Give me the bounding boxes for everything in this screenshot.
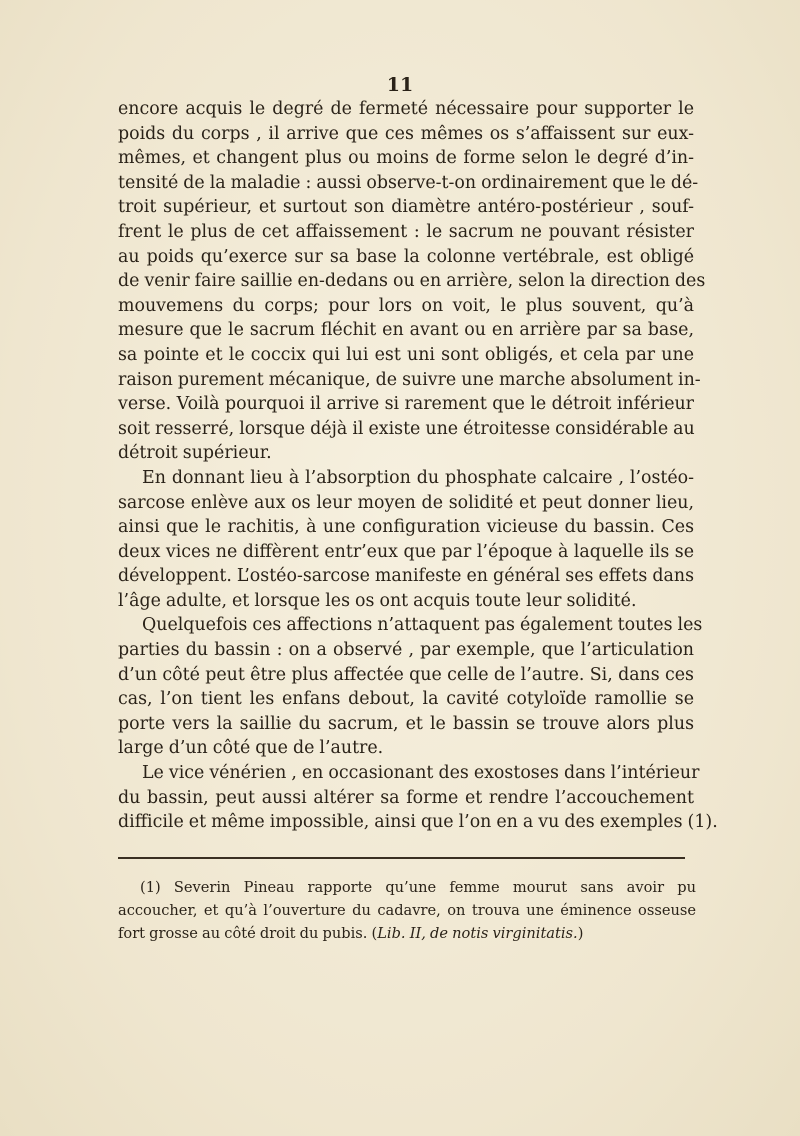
text-line: au poids qu’exerce sur sa base la colonne vertébrale, est obligé [118, 246, 694, 267]
text-line: du bassin, peut aussi altérer sa forme et rendre l’accouchement [118, 787, 694, 808]
text-line: Le vice vénérien , en occasionant des exostoses dans l’intérieur [142, 763, 700, 784]
footnote-line [118, 922, 696, 945]
text-line: raison purement mécanique, de suivre une marche absolument in- [118, 369, 701, 390]
footnote-close: ) [577, 925, 584, 942]
text-line: détroit supérieur. [118, 443, 272, 464]
text-line: deux vices ne diffèrent entr’eux que par l’époque à laquelle ils se [118, 541, 694, 562]
text-line: sarcose enlève aux os leur moyen de solidité et peut donner lieu, [118, 492, 694, 513]
footnote-line: accoucher, et qu’à l’ouverture du cadavre, on trouva une éminence osseuse [118, 902, 696, 919]
text-line: En donnant lieu à l’absorption du phosphate calcaire , l’ostéo- [142, 467, 694, 488]
text-line: cas, l’on tient les enfans debout, la cavité cotyloïde ramollie se [118, 689, 694, 710]
footnote-line: (1) Severin Pineau rapporte qu’une femme mourut sans avoir pu [140, 879, 696, 896]
text-line: mesure que le sacrum fléchit en avant ou en arrière par sa base, [118, 320, 694, 341]
footnote-text: fort grosse au côté droit du pubis. ( [118, 925, 378, 942]
text-line: troit supérieur, et surtout son diamètre antéro-postérieur , souf- [118, 197, 694, 218]
text-line: porte vers la saillie du sacrum, et le bassin se trouve alors plus [118, 713, 694, 734]
text-line: l’âge adulte, et lorsque les os ont acquis toute leur solidité. [118, 590, 637, 611]
text-line: poids du corps , il arrive que ces mêmes os s’affaissent sur eux- [118, 123, 694, 144]
text-line: sa pointe et le coccix qui lui est uni sont obligés, et cela par une [118, 344, 694, 365]
text-line: frent le plus de cet affaissement : le sacrum ne pouvant résister [118, 221, 694, 242]
footnote-divider [118, 857, 685, 859]
text-line: tensité de la maladie : aussi observe-t-on ordinairement que le dé- [118, 172, 699, 193]
text-line: développent. L’ostéo-sarcose manifeste en général ses effets dans [118, 566, 694, 587]
body-text [118, 97, 718, 835]
text-line: de venir faire saillie en-dedans ou en arrière, selon la direction des [118, 271, 706, 292]
footnote [118, 876, 696, 945]
text-line: soit resserré, lorsque déjà il existe une étroitesse considérable au [118, 418, 695, 439]
text-line: mêmes, et changent plus ou moins de forme selon le degré d’in- [118, 148, 694, 169]
text-line: parties du bassin : on a observé , par exemple, que l’articulation [118, 640, 694, 661]
footnote-citation: Lib. II, de notis virginitatis. [377, 925, 578, 942]
text-line: ainsi que le rachitis, à une configuration vicieuse du bassin. Ces [118, 517, 694, 538]
text-line: verse. Voilà pourquoi il arrive si rarement que le détroit inférieur [118, 394, 694, 415]
text-line: large d’un côté que de l’autre. [118, 738, 384, 759]
text-line: difficile et même impossible, ainsi que l’on en a vu des exemples (1). [118, 812, 718, 833]
text-line: Quelquefois ces affections n’attaquent pas également toutes les [142, 615, 703, 636]
page-number: 11 [386, 74, 414, 96]
text-line: d’un côté peut être plus affectée que celle de l’autre. Si, dans ces [118, 664, 694, 685]
text-line: encore acquis le degré de fermeté nécessaire pour supporter le [118, 99, 694, 119]
text-line: mouvemens du corps; pour lors on voit, le plus souvent, qu’à [118, 295, 694, 316]
